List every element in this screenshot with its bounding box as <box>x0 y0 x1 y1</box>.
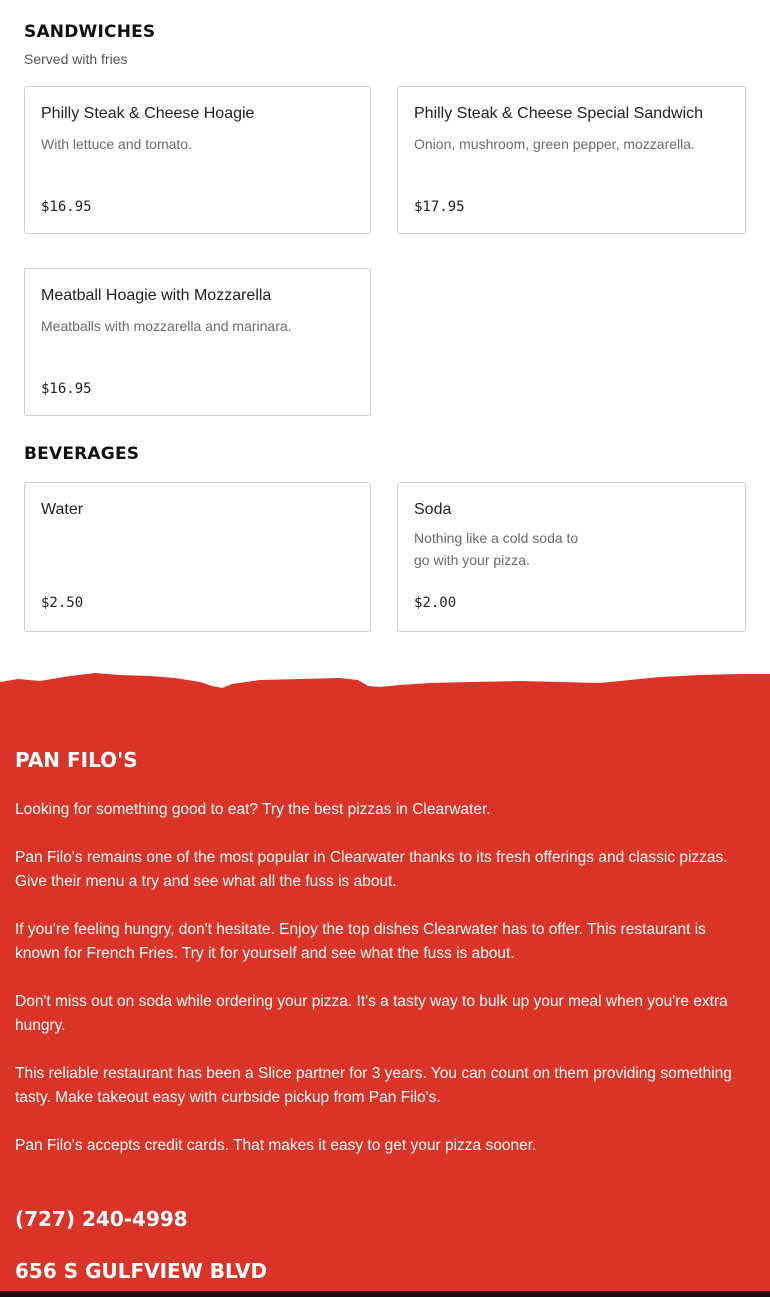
menu-item-card[interactable] <box>24 482 371 632</box>
menu-item-name: Water <box>41 501 84 518</box>
menu-item-card[interactable] <box>24 268 371 416</box>
footer-paragraph: This reliable restaurant has been a Slice partner for 3 years. You can count on them providing something tasty. Make takeout easy with curbside pickup from Pan Filo's. <box>15 1065 732 1106</box>
footer-paragraph: Looking for something good to eat? Try the best pizzas in Clearwater. <box>15 801 491 818</box>
address-link[interactable]: 656 S GULFVIEW BLVD <box>15 1259 268 1283</box>
section-title-sandwiches: SANDWICHES <box>24 22 156 42</box>
restaurant-name: PAN FILO'S <box>15 748 138 772</box>
footer-paragraph: Don't miss out on soda while ordering your pizza. It's a tasty way to bulk up your meal when you're extra hungry. <box>15 993 728 1034</box>
menu-item-name: Soda <box>414 501 452 518</box>
section-title-beverages: BEVERAGES <box>24 444 140 464</box>
menu-item-price: $17.95 <box>414 199 465 215</box>
menu-item-price: $2.00 <box>414 595 457 611</box>
footer-paragraph: Pan Filo's remains one of the most popular in Clearwater thanks to its fresh offerings and classic pizzas. Give their menu a try and see what all the fuss is about. <box>15 849 728 890</box>
menu-item-price: $16.95 <box>41 381 92 397</box>
menu-item-description: Onion, mushroom, green pepper, mozzarella. <box>414 136 695 152</box>
menu-item-price: $2.50 <box>41 595 84 611</box>
menu-item-card[interactable] <box>397 482 746 632</box>
phone-link[interactable]: (727) 240-4998 <box>15 1207 188 1231</box>
menu-item-description: Meatballs with mozzarella and marinara. <box>41 318 292 334</box>
bottom-bar <box>0 1291 770 1297</box>
section-subtitle-sandwiches: Served with fries <box>24 51 128 67</box>
footer-paragraph: Pan Filo's accepts credit cards. That makes it easy to get your pizza sooner. <box>15 1137 537 1154</box>
menu-item-description: Nothing like a cold soda to go with your pizza. <box>414 530 579 568</box>
restaurant-footer <box>0 670 770 1297</box>
menu-item-name: Philly Steak & Cheese Special Sandwich <box>414 105 704 122</box>
menu-item-description: With lettuce and tomato. <box>41 136 192 152</box>
menu-item-card[interactable] <box>24 86 371 234</box>
menu-item-price: $16.95 <box>41 199 92 215</box>
menu-item-name: Philly Steak & Cheese Hoagie <box>41 105 255 122</box>
menu-item-card[interactable] <box>397 86 746 234</box>
menu-item-name: Meatball Hoagie with Mozzarella <box>41 287 272 304</box>
footer-paragraph: If you're feeling hungry, don't hesitate. Enjoy the top dishes Clearwater has to offer. This restaurant is known for French Fries. Try it for yourself and see what the fuss is about. <box>15 921 706 962</box>
